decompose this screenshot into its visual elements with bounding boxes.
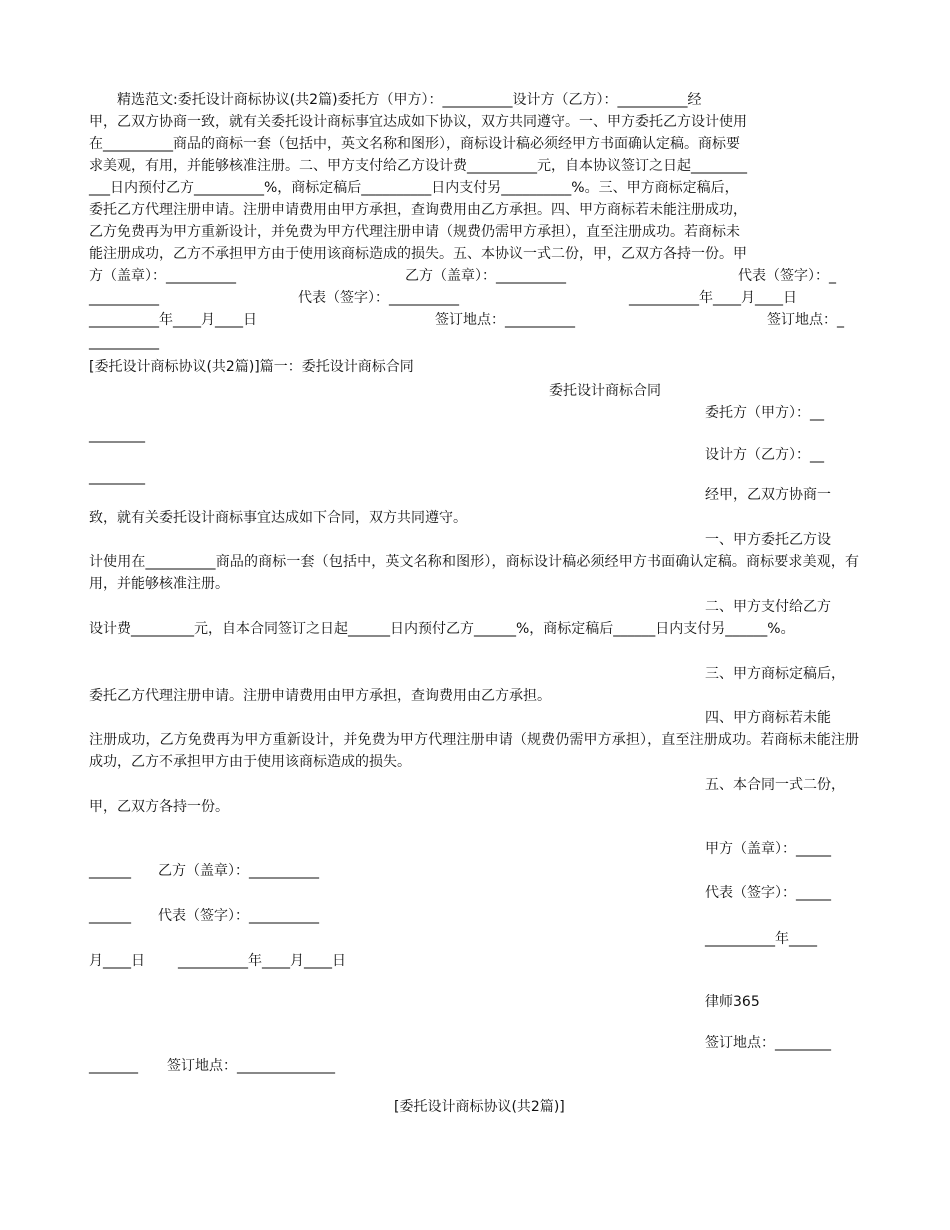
summary-sign-blank: __________ [89,290,159,306]
summary-sign-party-a: 方（盖章）：__________ [89,268,236,284]
clause-1-text: 计使用在__________商品的商标一套（包括中，英文名称和图形），商标设计稿必须经甲方书面确认定稿。商标要求美观，有用，并能够核准注册。 [89,554,859,592]
clause-3-text: 委托乙方代理注册申请。注册申请费用由甲方承担，查询费用由乙方承担。 [89,688,551,704]
summary-line: 甲，乙双方协商一致，就有关委托设计商标事宜达成如下协议，双方共同遵守。一、甲方委托乙方设计使用 [89,114,747,130]
summary-sign-date: __________年____月____日 [629,290,797,306]
party-a-blank: ________ [89,427,145,443]
sign-party-a: 甲方（盖章）：_____ [705,841,831,857]
summary-line: 能注册成功，乙方不承担甲方由于使用该商标造成的损失。五、本协议一式二份，甲，乙双方各持一份。甲 [89,246,747,262]
summary-sign-rep: 代表（签字）：_ [738,268,836,284]
date-party-b: __________年____月____日 [178,953,346,969]
summary-line: 在__________商品的商标一套（包括中，英文名称和图形），商标设计稿必须经甲方书面确认定稿。商标要 [89,136,740,152]
source-label: 律师365 [705,994,760,1010]
place-party-a: 签订地点：________ [705,1035,831,1051]
rep-party-a-blank: ______ [89,908,131,924]
clause-5-start: 五、本合同一式二份， [705,777,845,793]
clause-4-text: 注册成功，乙方免费再为甲方重新设计，并免费为甲方代理注册申请（规费仍需甲方承担），直至注册成功。若商标未能注册成功，乙方不承担甲方由于使用该商标造成的损失。 [89,732,859,770]
intro-start: 经甲，乙双方协商一 [705,487,831,503]
rep-party-a: 代表（签字）：_____ [705,885,831,901]
place-party-b: 签订地点：______________ [167,1058,335,1074]
date-party-a: __________年____ [705,931,817,947]
intro-text: 致，就有关委托设计商标事宜达成如下合同，双方共同遵守。 [89,510,467,526]
party-a-label: 委托方（甲方）：__ [705,405,824,421]
sign-party-a-blank: ______ [89,863,131,879]
clause-3-start: 三、甲方商标定稿后， [705,666,845,682]
clause-2-text: 设计费_________元，自本合同签订之日起______日内预付乙方______%，商标定稿后______日内支付另______%。 [89,621,795,637]
rep-party-b: 代表（签字）：__________ [158,908,319,924]
place-party-a-blank: _______ [89,1058,138,1074]
clause-2-start: 二、甲方支付给乙方 [705,599,831,615]
summary-line: ___日内预付乙方__________%，商标定稿后__________日内支付另__________%。三、甲方商标定稿后， [89,180,739,196]
section-heading: [委托设计商标协议(共2篇)]篇一：委托设计商标合同 [89,359,414,375]
clause-5-text: 甲，乙双方各持一份。 [89,799,229,815]
summary-line: 乙方免费再为甲方重新设计，并免费为甲方代理注册申请（规费仍需甲方承担），直至注册成功。若商标未 [89,224,740,240]
summary-sign-place-b: 签订地点：__________ [435,312,575,328]
sign-party-b: 乙方（盖章）：__________ [158,863,319,879]
party-b-blank: ________ [89,469,145,485]
summary-line: 委托乙方代理注册申请。注册申请费用由甲方承担，查询费用由乙方承担。四、甲方商标若未能注册成功， [89,202,747,218]
summary-sign-party-b: 乙方（盖章）：__________ [405,268,566,284]
clause-4-start: 四、甲方商标若未能 [705,710,831,726]
party-b-label: 设计方（乙方）：__ [705,447,824,463]
contract-title: 委托设计商标合同 [549,383,661,399]
summary-sign-blank: __________ [89,334,159,350]
summary-line: 精选范文:委托设计商标协议(共2篇)委托方（甲方）：__________设计方（乙方）：__________经 [89,92,702,108]
summary-sign-date-a: __________年____月____日 [89,312,257,328]
document-footer: [委托设计商标协议(共2篇)] [394,1099,565,1115]
summary-sign-rep-b: 代表（签字）：__________ [298,290,459,306]
clause-1-start: 一、甲方委托乙方设 [705,532,831,548]
summary-line: 求美观，有用，并能够核准注册。二、甲方支付给乙方设计费__________元，自本协议签订之日起________ [89,158,747,174]
summary-sign-place: 签订地点：_ [767,312,844,328]
date-party-a-cont: 月____日 [89,953,145,969]
